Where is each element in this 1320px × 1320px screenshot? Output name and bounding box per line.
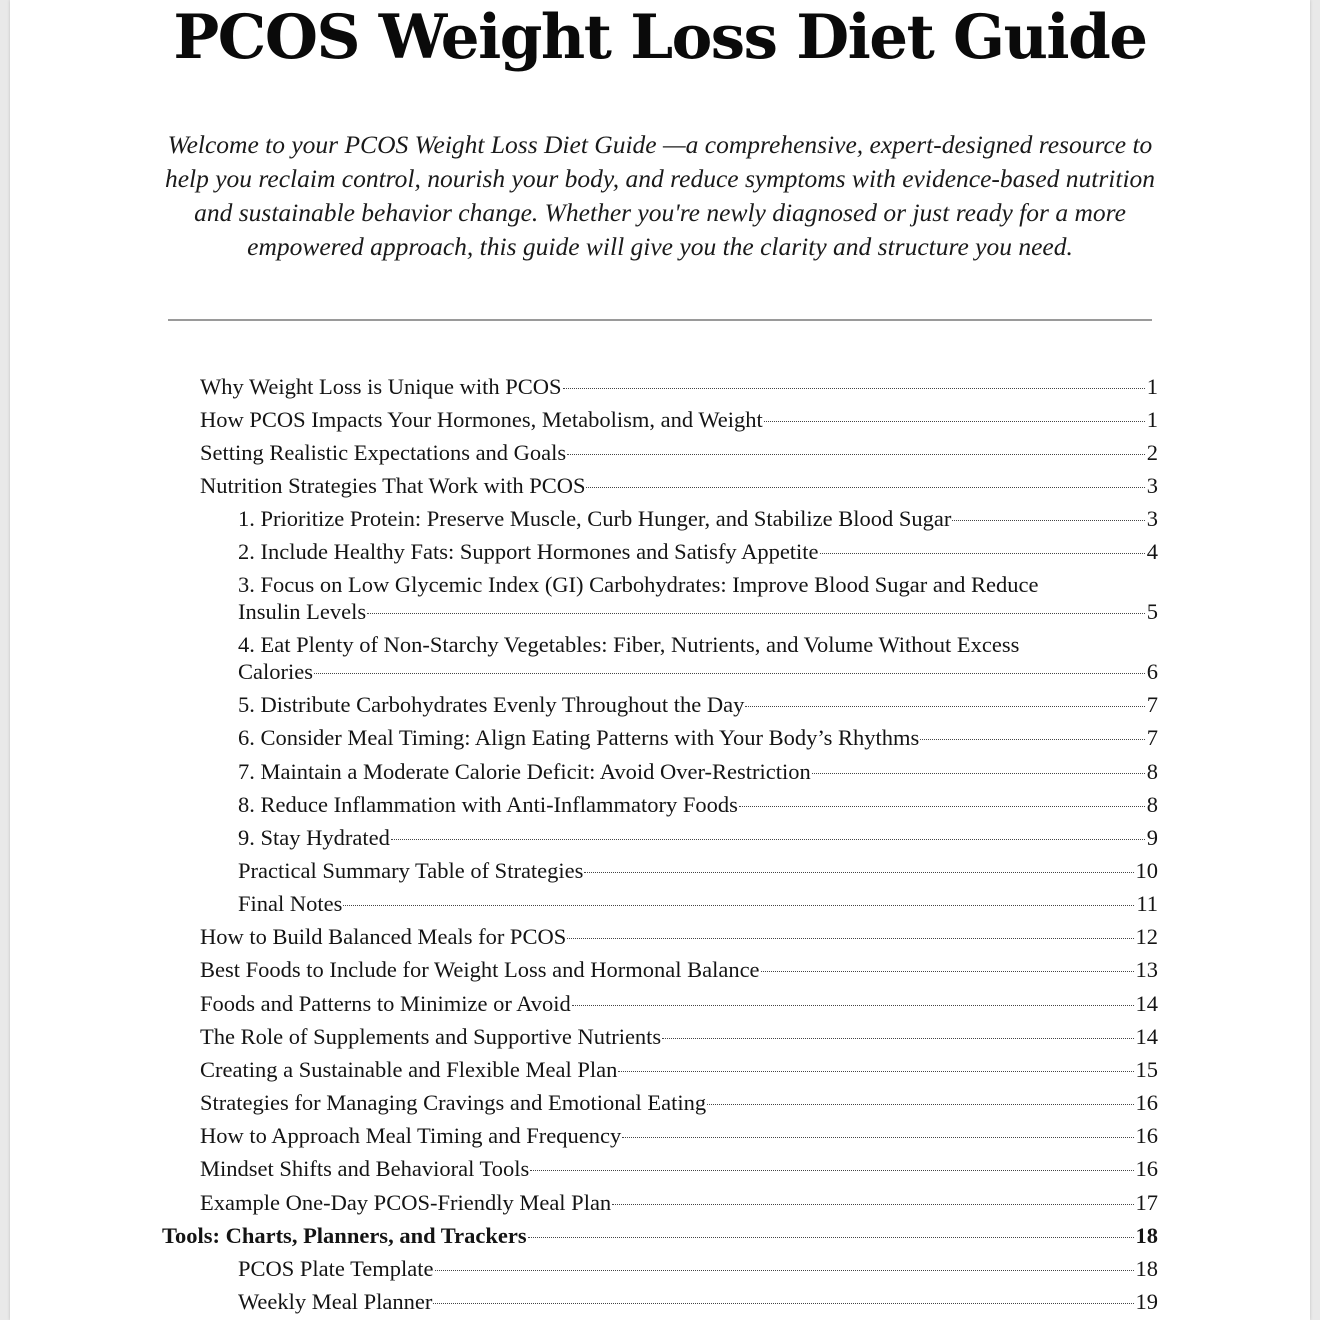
toc-entry-page: 10 (1135, 858, 1158, 883)
toc-entry-title: Why Weight Loss is Unique with PCOS (200, 374, 562, 399)
toc-dot-leader (739, 806, 1145, 807)
toc-entry-page: 19 (1135, 1289, 1158, 1314)
toc-entry[interactable] (200, 923, 1158, 950)
toc-entry-page: 7 (1146, 692, 1158, 717)
toc-entry-title: Insulin Levels (238, 599, 367, 624)
toc-entry[interactable] (238, 571, 1158, 625)
toc-entry-title: The Role of Supplements and Supportive Nutrients (200, 1024, 662, 1049)
toc-dot-leader (812, 773, 1145, 774)
toc-dot-leader (563, 388, 1145, 389)
toc-entry[interactable] (238, 1288, 1158, 1315)
toc-entry-page: 12 (1135, 924, 1158, 949)
toc-dot-leader (622, 1137, 1133, 1138)
toc-dot-leader (528, 1237, 1134, 1238)
toc-entry[interactable] (200, 1122, 1158, 1149)
toc-entry-title: How PCOS Impacts Your Hormones, Metabolism, and Weight (200, 407, 763, 432)
toc-entry-title: Tools: Charts, Planners, and Trackers (162, 1223, 527, 1248)
toc-entry-page: 16 (1135, 1123, 1158, 1148)
toc-entry-title: 5. Distribute Carbohydrates Evenly Throughout the Day (238, 692, 745, 717)
toc-entry-page: 16 (1135, 1090, 1158, 1115)
toc-entry-title: Foods and Patterns to Minimize or Avoid (200, 991, 571, 1016)
toc-entry-page: 17 (1135, 1190, 1158, 1215)
toc-entry-title: Weekly Meal Planner (238, 1289, 433, 1314)
toc-entry-title-line1: 3. Focus on Low Glycemic Index (GI) Carbohydrates: Improve Blood Sugar and Reduce (238, 572, 1039, 597)
toc-entry-title: Setting Realistic Expectations and Goals (200, 440, 567, 465)
toc-entry-page: 13 (1135, 957, 1158, 982)
toc-entry-title: Example One-Day PCOS-Friendly Meal Plan (200, 1190, 612, 1215)
toc-entry[interactable] (238, 505, 1158, 532)
toc-entry-title: 9. Stay Hydrated (238, 825, 390, 850)
toc-entry-page: 15 (1135, 1057, 1158, 1082)
toc-entry-title: How to Build Balanced Meals for PCOS (200, 924, 567, 949)
toc-entry[interactable] (200, 990, 1158, 1017)
toc-entry[interactable] (238, 791, 1158, 818)
toc-entry[interactable] (238, 824, 1158, 851)
toc-entry-title: Nutrition Strategies That Work with PCOS (200, 473, 586, 498)
toc-entry[interactable] (200, 1089, 1158, 1116)
toc-dot-leader (920, 739, 1144, 740)
toc-entry-title: 2. Include Healthy Fats: Support Hormones and Satisfy Appetite (238, 539, 819, 564)
toc-entry-section[interactable] (162, 1222, 1158, 1249)
toc-dot-leader (745, 706, 1144, 707)
toc-entry-title: Practical Summary Table of Strategies (238, 858, 584, 883)
toc-entry-title: 7. Maintain a Moderate Calorie Deficit: Avoid Over-Restriction (238, 759, 811, 784)
toc-dot-leader (343, 905, 1134, 906)
toc-dot-leader (612, 1204, 1133, 1205)
toc-entry-page: 1 (1146, 407, 1158, 432)
toc-dot-leader (662, 1038, 1133, 1039)
toc-entry-page: 18 (1135, 1256, 1158, 1281)
toc-entry[interactable] (238, 1255, 1158, 1282)
toc-entry-page: 8 (1146, 792, 1158, 817)
toc-entry[interactable] (200, 1023, 1158, 1050)
toc-dot-leader (820, 553, 1145, 554)
toc-entry[interactable] (238, 758, 1158, 785)
toc-entry-title: 8. Reduce Inflammation with Anti-Inflammatory Foods (238, 792, 738, 817)
toc-entry-page: 18 (1135, 1223, 1158, 1248)
toc-entry[interactable] (238, 691, 1158, 718)
toc-dot-leader (761, 971, 1134, 972)
toc-entry[interactable] (200, 439, 1158, 466)
intro-paragraph: Welcome to your PCOS Weight Loss Diet Guide —a comprehensive, expert-designed resource to help you reclaim control, nourish your body, and reduce symptoms with evidence-based nutrition and sustainable behavior change. Whether you're newly diagnosed or just ready for a more empowered approach, this guide will give you the clarity and structure you need. (164, 130, 1156, 261)
toc-dot-leader (367, 613, 1145, 614)
toc-dot-leader (435, 1270, 1134, 1271)
toc-entry-page: 6 (1146, 659, 1158, 684)
toc-entry-page: 14 (1135, 1024, 1158, 1049)
toc-dot-leader (707, 1104, 1133, 1105)
toc-entry-page: 9 (1146, 825, 1158, 850)
toc-dot-leader (567, 938, 1133, 939)
toc-entry-page: 4 (1146, 539, 1158, 564)
toc-entry-page: 7 (1146, 725, 1158, 750)
toc-dot-leader (314, 673, 1145, 674)
toc-entry[interactable] (200, 1189, 1158, 1216)
toc-dot-leader (952, 520, 1144, 521)
toc-dot-leader (764, 421, 1145, 422)
section-divider (168, 319, 1152, 321)
toc-dot-leader (433, 1303, 1133, 1304)
toc-dot-leader (567, 454, 1145, 455)
toc-entry[interactable] (200, 956, 1158, 983)
toc-dot-leader (391, 839, 1145, 840)
toc-entry[interactable] (200, 406, 1158, 433)
document-title: PCOS Weight Loss Diet Guide (173, 2, 1147, 73)
toc-entry-title: Mindset Shifts and Behavioral Tools (200, 1156, 530, 1181)
toc-entry-title: Best Foods to Include for Weight Loss and Hormonal Balance (200, 957, 760, 982)
toc-dot-leader (586, 487, 1144, 488)
toc-entry-title: PCOS Plate Template (238, 1256, 434, 1281)
toc-entry[interactable] (200, 1155, 1158, 1182)
toc-entry-page: 11 (1136, 891, 1158, 916)
toc-entry-title: 1. Prioritize Protein: Preserve Muscle, Curb Hunger, and Stabilize Blood Sugar (238, 506, 952, 531)
toc-entry-page: 3 (1146, 506, 1158, 531)
toc-entry[interactable] (238, 857, 1158, 884)
toc-entry[interactable] (200, 1056, 1158, 1083)
toc-entry-title: Strategies for Managing Cravings and Emotional Eating (200, 1090, 707, 1115)
toc-entry[interactable] (238, 724, 1158, 751)
toc-entry[interactable] (200, 472, 1158, 499)
toc-entry-page: 16 (1135, 1156, 1158, 1181)
toc-dot-leader (584, 872, 1133, 873)
toc-entry-page: 2 (1146, 440, 1158, 465)
toc-entry-title: How to Approach Meal Timing and Frequency (200, 1123, 622, 1148)
toc-dot-leader (618, 1071, 1133, 1072)
toc-entry-page: 5 (1146, 599, 1158, 624)
toc-entry[interactable] (200, 373, 1158, 400)
toc-entry-page: 1 (1146, 374, 1158, 399)
toc-entry-title: 6. Consider Meal Timing: Align Eating Patterns with Your Body’s Rhythms (238, 725, 920, 750)
toc-entry-title: Calories (238, 659, 313, 684)
toc-entry-page: 8 (1146, 759, 1158, 784)
toc-entry-page: 3 (1146, 473, 1158, 498)
toc-entry-title-line1: 4. Eat Plenty of Non-Starchy Vegetables: Fiber, Nutrients, and Volume Without Excess (238, 632, 1020, 657)
toc-entry-title: Creating a Sustainable and Flexible Meal Plan (200, 1057, 618, 1082)
toc-dot-leader (572, 1005, 1134, 1006)
toc-entry-title: Final Notes (238, 891, 343, 916)
toc-entry[interactable] (238, 631, 1158, 685)
toc-entry-page: 14 (1135, 991, 1158, 1016)
toc-entry[interactable] (238, 538, 1158, 565)
toc-entry[interactable] (238, 890, 1158, 917)
document-page (10, 0, 1310, 1320)
toc-dot-leader (530, 1170, 1133, 1171)
